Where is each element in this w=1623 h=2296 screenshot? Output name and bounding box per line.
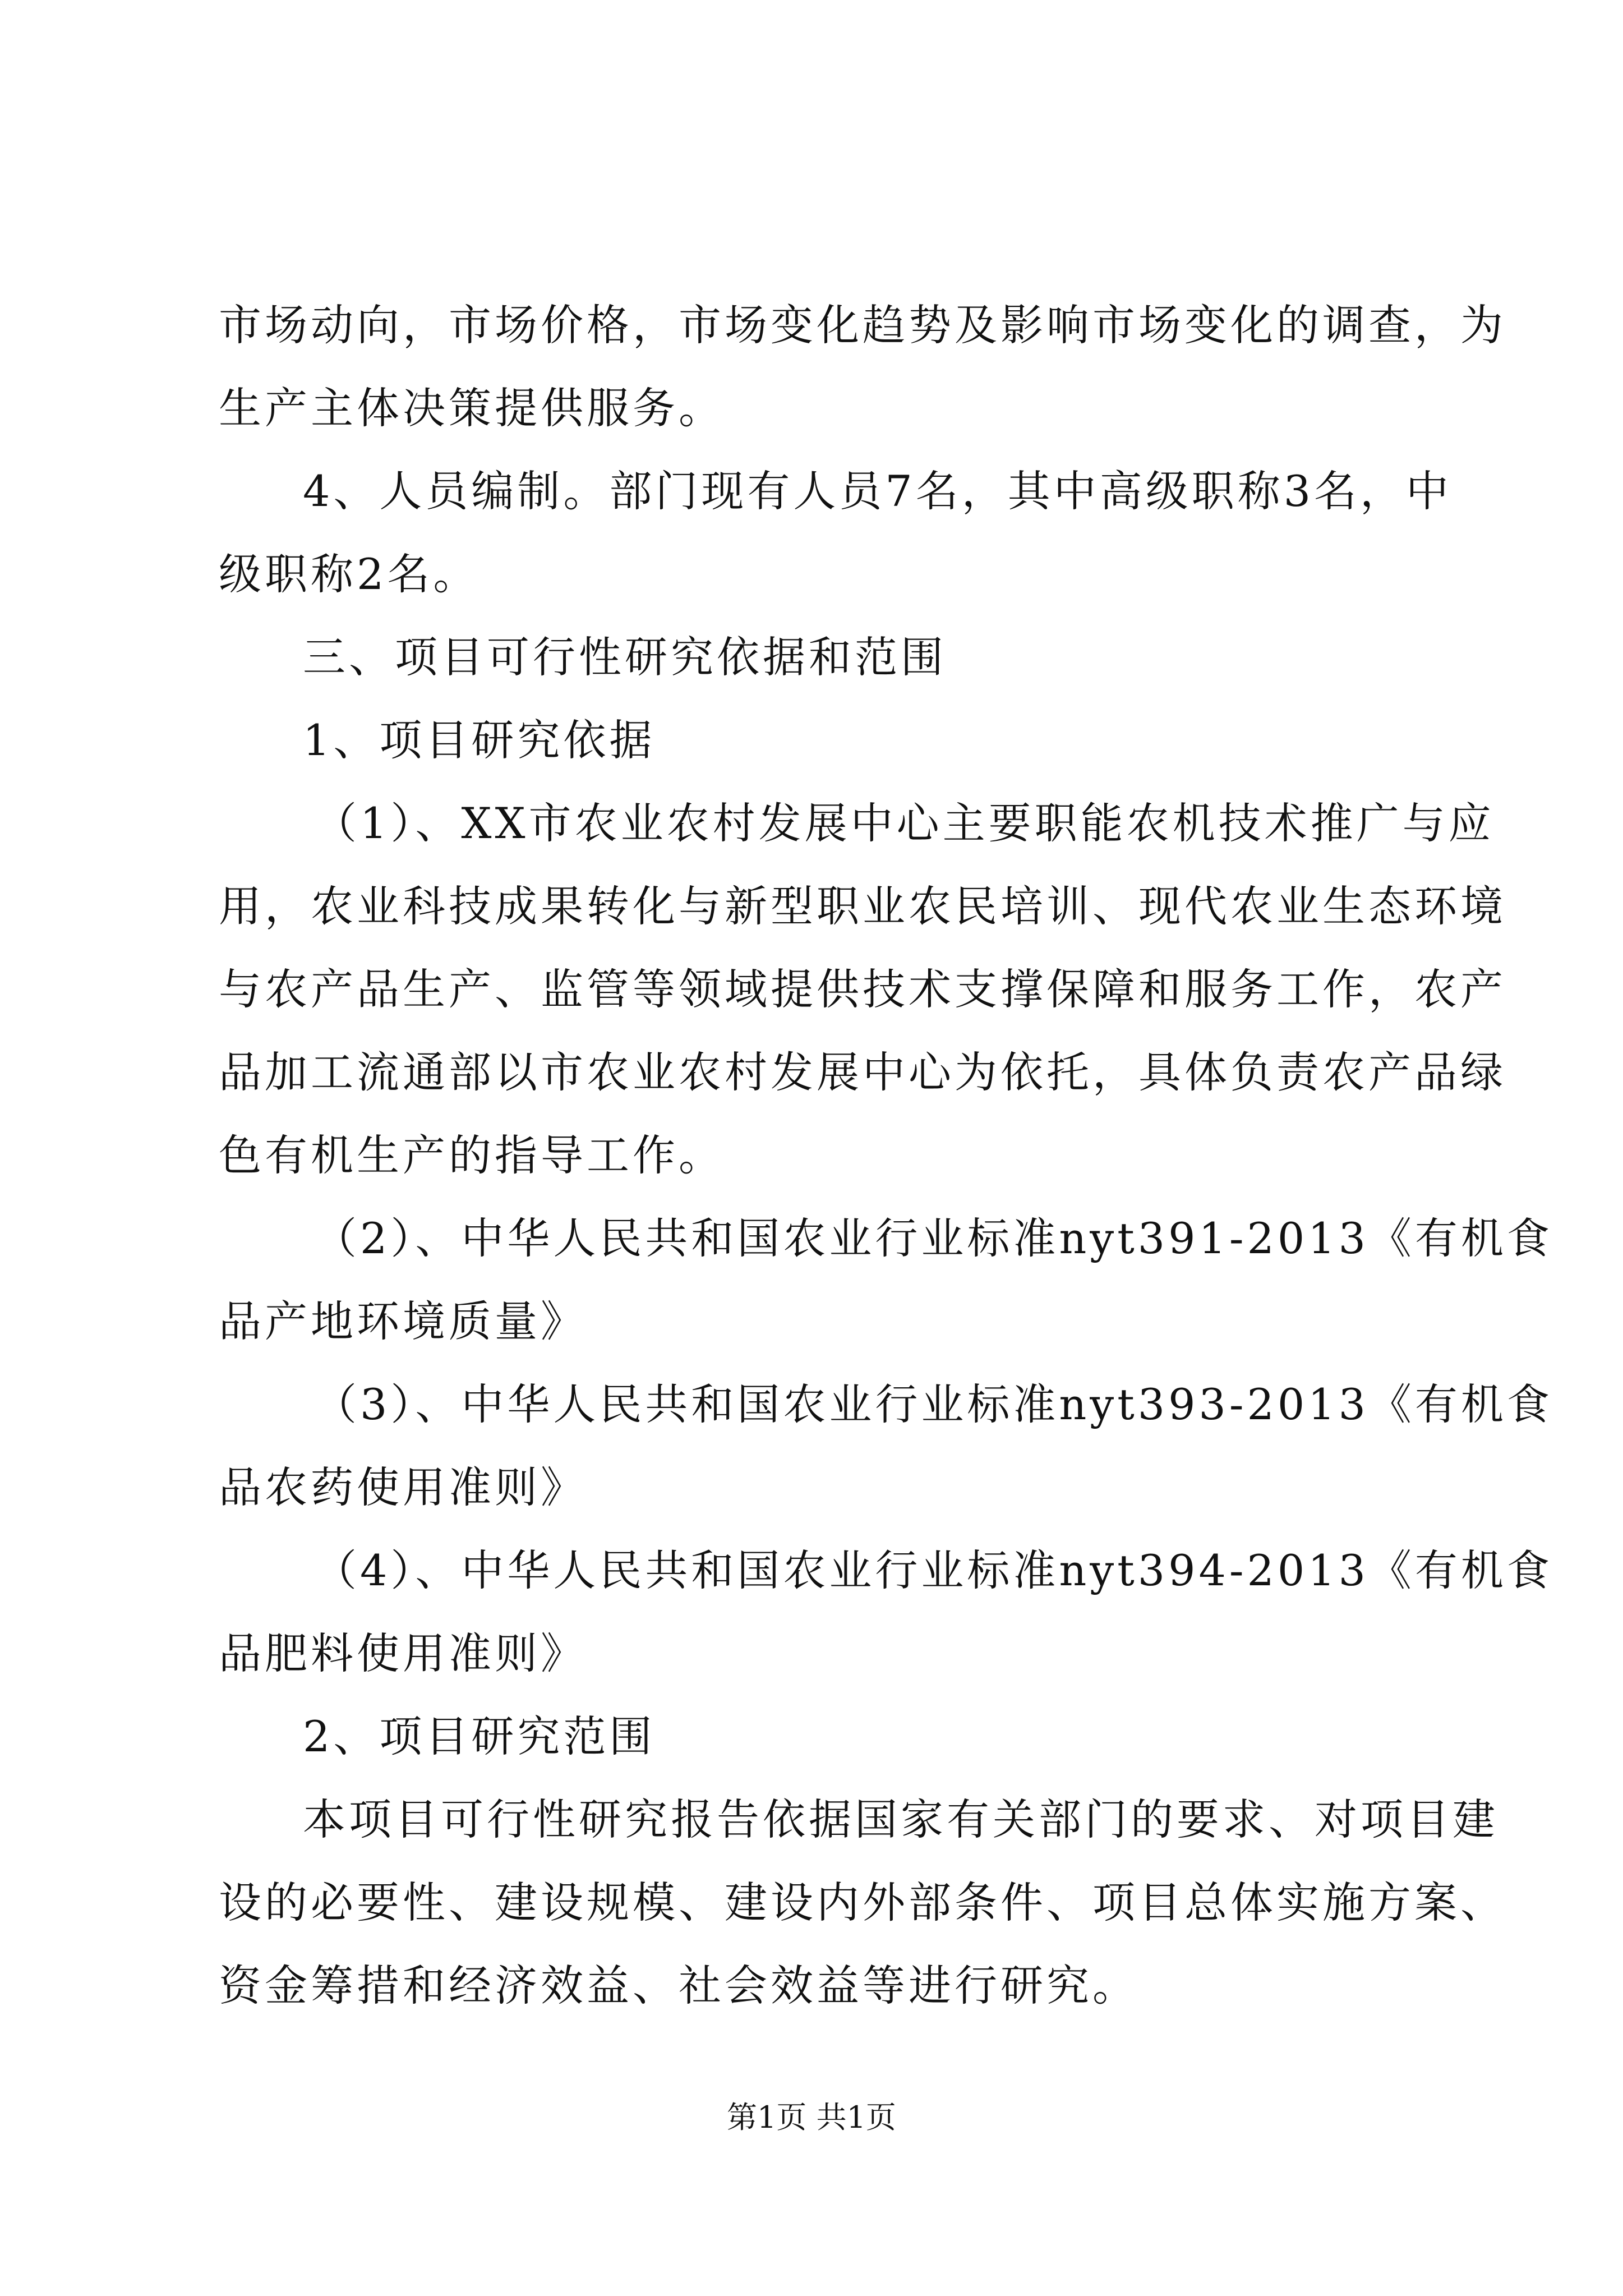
body-text-line: 级职称2名。 [219, 549, 479, 599]
subsection-heading: 2、项目研究范围 [303, 1711, 656, 1761]
body-text-line: 本项目可行性研究报告依据国家有关部门的要求、对项目建 [303, 1795, 1498, 1844]
body-text-line: 市场动向，市场价格，市场变化趋势及影响市场变化的调查，为 [219, 300, 1506, 350]
subsection-heading: 1、项目研究依据 [303, 715, 656, 765]
page-footer: 第1页 共1页 [727, 2100, 896, 2135]
body-text-line: 设的必要性、建设规模、建设内外部条件、项目总体实施方案、 [219, 1878, 1506, 1927]
body-text-line: （3）、中华人民共和国农业行业标准nyt393-2013《有机食 [314, 1379, 1553, 1429]
body-text-line: 色有机生产的指导工作。 [219, 1130, 725, 1180]
body-text-line: （1）、XX市农业农村发展中心主要职能农机技术推广与应 [314, 798, 1495, 848]
body-text-line: 品肥料使用准则》 [219, 1628, 587, 1678]
body-text-line: 与农产品生产、监管等领域提供技术支撑保障和服务工作，农产 [219, 964, 1506, 1014]
body-text-line: 4、人员编制。部门现有人员7名，其中高级职称3名，中 [303, 466, 1453, 516]
body-text-line: 资金筹措和经济效益、社会效益等进行研究。 [219, 1961, 1138, 2010]
body-text-line: （4）、中华人民共和国农业行业标准nyt394-2013《有机食 [314, 1545, 1553, 1595]
body-text-line: 品加工流通部以市农业农村发展中心为依托，具体负责农产品绿 [219, 1047, 1506, 1097]
section-heading: 三、项目可行性研究依据和范围 [303, 632, 947, 682]
body-text-line: （2）、中华人民共和国农业行业标准nyt391-2013《有机食 [314, 1213, 1553, 1263]
body-text-line: 用，农业科技成果转化与新型职业农民培训、现代农业生态环境 [219, 881, 1506, 931]
body-text-line: 品产地环境质量》 [219, 1296, 587, 1346]
body-text-line: 品农药使用准则》 [219, 1462, 587, 1512]
body-text-line: 生产主体决策提供服务。 [219, 383, 725, 433]
